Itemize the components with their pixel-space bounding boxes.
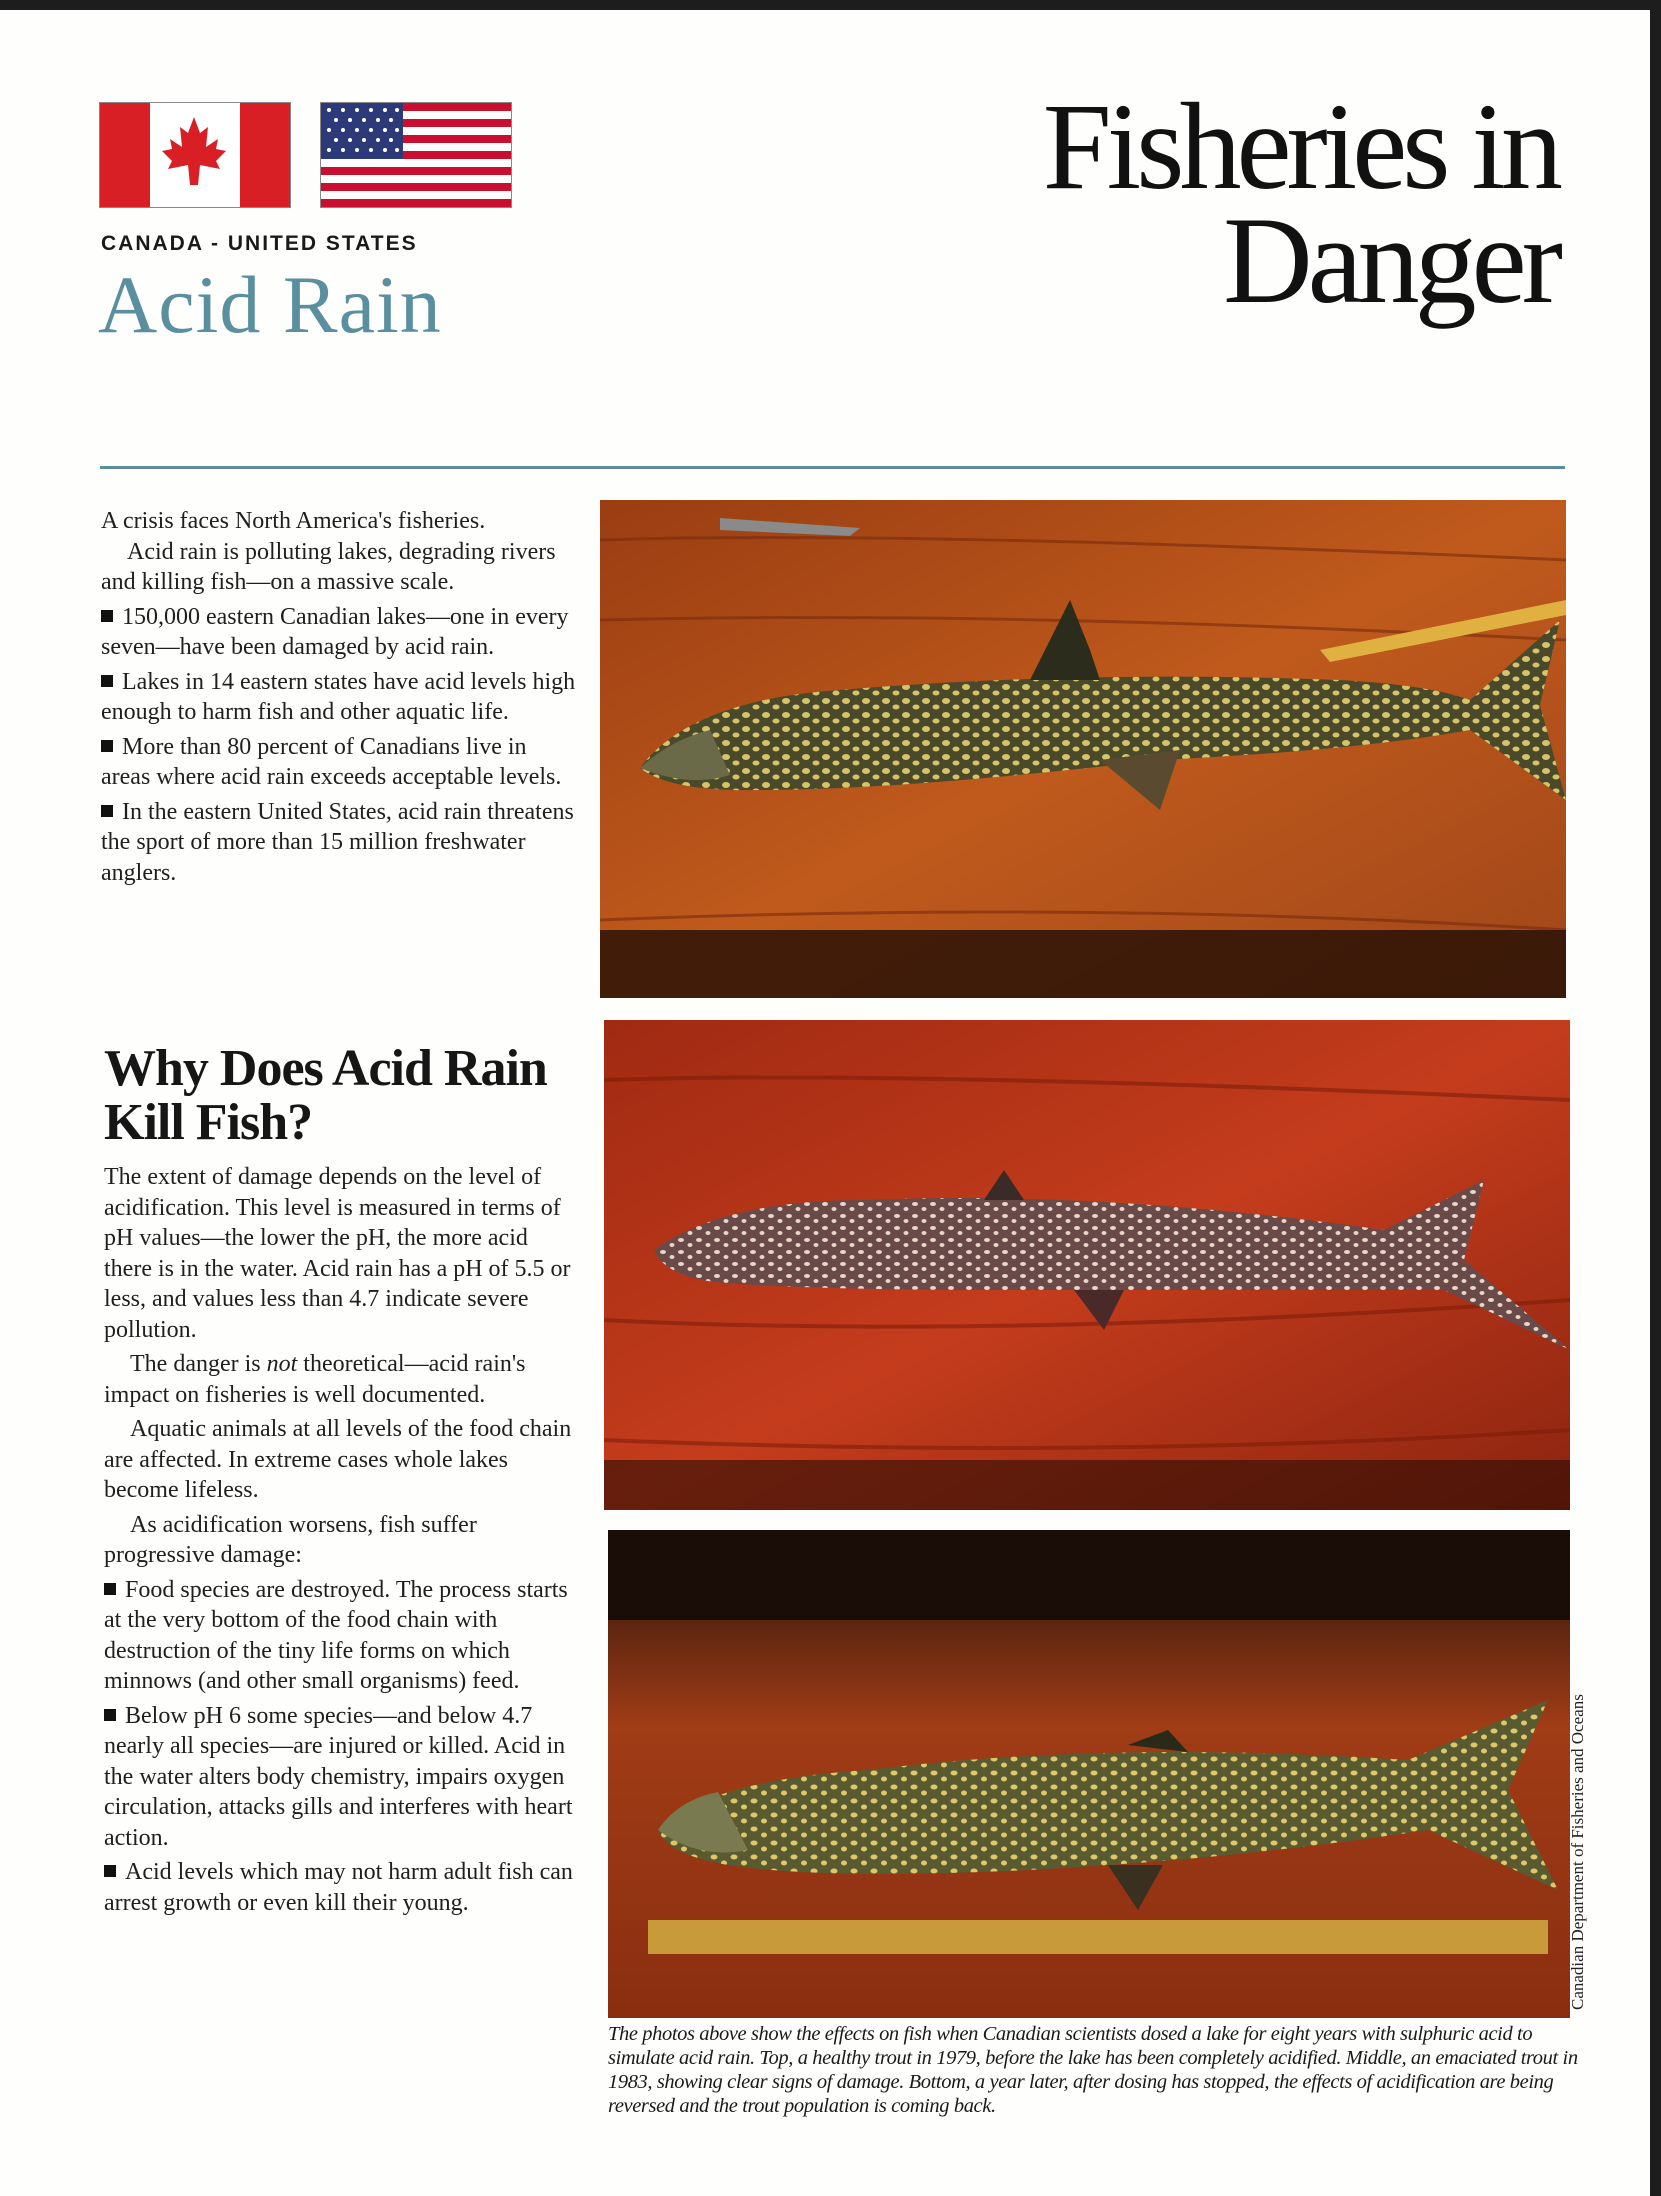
photo-caption: The photos above show the effects on fish when Canadian scientists dosed a lake for eight years with sulphuric acid to simulate acid rain. Top, a healthy trout in 1979, before the lake has been completely acidified. Middle, an emaciated trout in 1983, showing clear signs of damage. Bottom, a year later, after dosing has stopped, the effects of acidification are being reversed and the trout population is coming back.	[608, 2023, 1578, 2117]
intro-column	[101, 506, 581, 892]
photo-recovering-trout	[608, 1530, 1570, 2018]
photo-healthy-trout	[600, 500, 1566, 998]
photo-credit: Canadian Department of Fisheries and Oceans	[1568, 1694, 1587, 2010]
canada-flag	[99, 102, 291, 208]
section-heading: Why Does Acid Rain Kill Fish?	[104, 1040, 547, 1151]
united-states-flag	[320, 102, 512, 208]
intro-bullet: 150,000 eastern Canadian lakes—one in every seven—have been damaged by acid rain.	[101, 602, 581, 663]
intro-paragraph: Acid rain is polluting lakes, degrading rivers and killing fish—on a massive scale.	[101, 538, 556, 595]
why-paragraph-1: The extent of damage depends on the level of acidification. This level is measured in terms of pH values—the lower the pH, the more acid there is in the water. Acid rain has a pH of 5.5 or less, and values less than 4.7 indicate severe pollution.	[104, 1164, 571, 1343]
why-column	[104, 1162, 580, 1922]
intro-bullet: More than 80 percent of Canadians live in areas where acid rain exceeds acceptable levels.	[101, 732, 581, 793]
series-title: Acid Rain	[98, 259, 442, 350]
why-bullet: Below pH 6 some species—and below 4.7 nearly all species—are injured or killed. Acid in the water alters body chemistry, impairs oxygen circulation, attacks gills and interferes with heart action.	[104, 1701, 580, 1854]
divider-rule	[100, 466, 1565, 469]
photo-emaciated-trout	[604, 1020, 1570, 1510]
why-paragraph-3: Aquatic animals at all levels of the food chain are affected. In extreme cases whole lakes become lifeless.	[104, 1416, 572, 1503]
document-page	[0, 10, 1650, 2196]
page-title	[858, 78, 1558, 329]
emphasis-not: not	[266, 1351, 298, 1377]
title-line-1: Fisheries in	[1042, 78, 1558, 215]
intro-bullet: In the eastern United States, acid rain threatens the sport of more than 15 million freshwater anglers.	[101, 797, 581, 889]
title-line-2: Danger	[1223, 192, 1558, 329]
intro-lead: A crisis faces North America's fisheries.	[101, 508, 486, 534]
maple-leaf-icon	[150, 103, 238, 205]
intro-bullet: Lakes in 14 eastern states have acid levels high enough to harm fish and other aquatic life.	[101, 667, 581, 728]
why-bullet: Food species are destroyed. The process starts at the very bottom of the food chain with destruction of the tiny life forms on which minnows (and other small organisms) feed.	[104, 1575, 580, 1697]
why-paragraph-4: As acidification worsens, fish suffer progressive damage:	[104, 1511, 477, 1568]
why-bullet: Acid levels which may not harm adult fish can arrest growth or even kill their young.	[104, 1857, 580, 1918]
why-paragraph-2: The danger is not theoretical—acid rain's impact on fisheries is well documented.	[104, 1351, 526, 1408]
country-line: CANADA - UNITED STATES	[101, 232, 418, 255]
